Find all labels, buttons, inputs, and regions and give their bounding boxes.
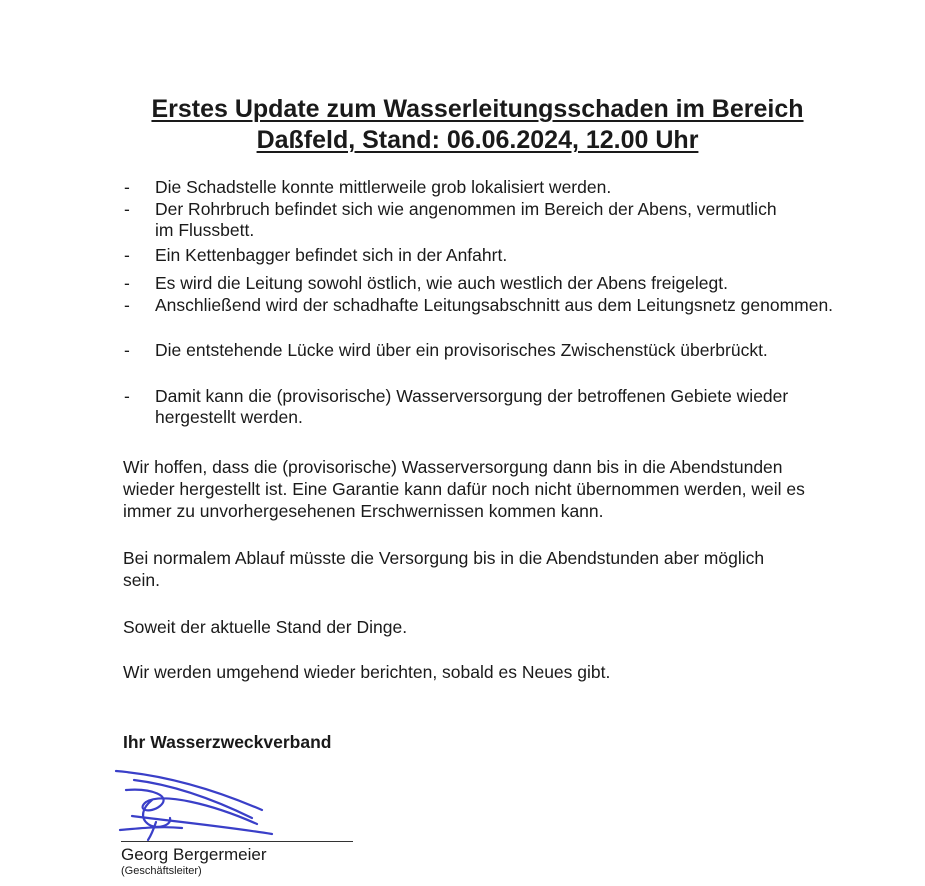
document-title-line-1: Erstes Update zum Wasserleitungsschaden im Bereich [151,95,804,123]
bullet-text: Damit kann die (provisorische) Wasserversorgung der betroffenen Gebiete wieder hergestellt werden. [155,386,789,427]
bullet-text: Der Rohrbruch befindet sich wie angenommen im Bereich der Abens, vermutlich im Flussbett. [155,199,777,240]
paragraph-report: Wir werden umgehend wieder berichten, sobald es Neues gibt. [123,662,611,682]
signature-line [121,841,353,842]
paragraph-status: Soweit der aktuelle Stand der Dinge. [123,617,408,637]
bullet-dash: - [124,273,130,293]
paragraph-normal: Bei normalem Ablauf müsste die Versorgung bis in die Abendstunden aber möglich sein. [123,548,765,590]
bullet-text: Es wird die Leitung sowohl östlich, wie auch westlich der Abens freigelegt. [155,273,728,293]
document-title-line-2: Daßfeld, Stand: 06.06.2024, 12.00 Uhr [256,126,699,154]
bullet-text: Ein Kettenbagger befindet sich in der Anfahrt. [155,245,508,265]
bullet-dash: - [124,245,130,265]
bullet-dash: - [124,295,130,315]
signatory-role: (Geschäftsleiter) [121,865,202,877]
bullet-dash: - [124,177,130,197]
closing-sender: Ihr Wasserzweckverband [123,732,332,752]
bullet-dash: - [124,199,130,219]
handwritten-signature [112,762,282,844]
bullet-text: Die entstehende Lücke wird über ein provisorisches Zwischenstück überbrückt. [155,340,768,360]
bullet-dash: - [124,386,130,406]
bullet-dash: - [124,340,130,360]
signatory-name: Georg Bergermeier [121,845,267,864]
bullet-text: Die Schadstelle konnte mittlerweile grob lokalisiert werden. [155,177,612,197]
bullet-text: Anschließend wird der schadhafte Leitungsabschnitt aus dem Leitungsnetz genommen. [155,295,834,315]
paragraph-hope: Wir hoffen, dass die (provisorische) Wasserversorgung dann bis in die Abendstunden wieder hergestellt ist. Eine Garantie kann dafür noch nicht übernommen werden, weil es immer zu unvorhergesehenen Erschwernissen kommen kann. [123,457,805,521]
